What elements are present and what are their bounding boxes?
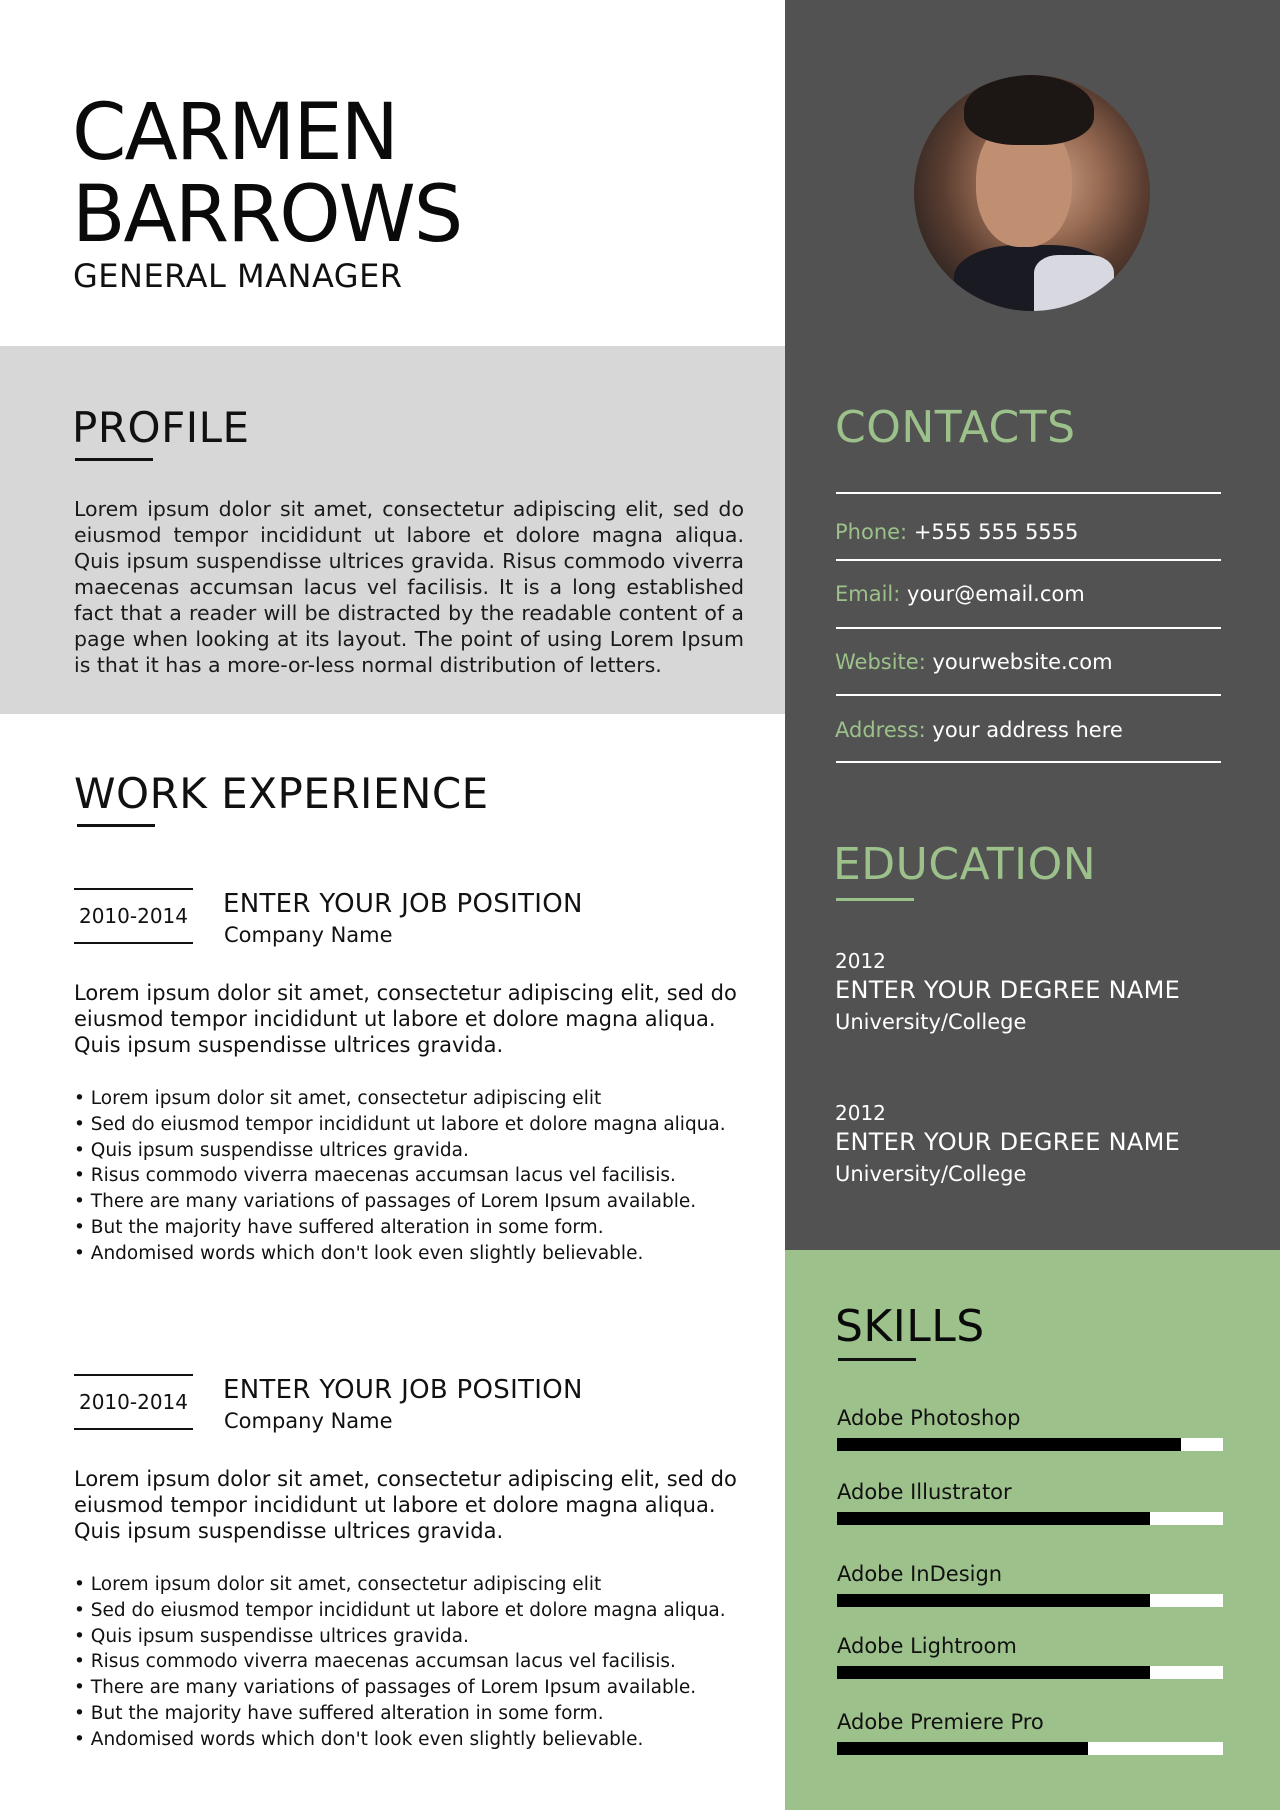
- skill-item: [837, 1560, 1223, 1588]
- job-description: Lorem ipsum dolor sit amet, consectetur adipiscing elit, sed do eiusmod tempor incididunt ut labore et dolore magna aliqua. Quis ipsum suspendisse ultrices gravida.: [74, 1467, 737, 1543]
- job-bullet: • Sed do eiusmod tempor incididunt ut labore et dolore magna aliqua.: [74, 1112, 774, 1138]
- contact-label: Phone:: [835, 520, 908, 544]
- contact-address: [835, 716, 1123, 744]
- work-heading-underline: [77, 824, 155, 827]
- contact-email: [835, 580, 1085, 608]
- contact-divider: [836, 492, 1221, 494]
- contact-divider: [836, 559, 1221, 561]
- company-name: Company Name: [224, 1409, 393, 1433]
- skill-name: Adobe Photoshop: [837, 1406, 1021, 1430]
- skill-bar-fill: [837, 1594, 1150, 1607]
- job-bullet: • Andomised words which don't look even slightly believable.: [74, 1241, 774, 1267]
- skill-name: Adobe Premiere Pro: [837, 1710, 1044, 1734]
- contact-divider: [836, 761, 1221, 763]
- profile-text: Lorem ipsum dolor sit amet, consectetur adipiscing elit, sed do eiusmod tempor incididunt ut labore et dolore magna aliqua. Quis ipsum suspendisse ultrices gravida. Risus commodo viverra maecenas accumsan lacus vel facilisis. It is a long established fact that a reader will be distracted by the readable content of a page when looking at its layout. The point of using Lorem Ipsum is that it has a more-or-less normal distribution of letters.: [74, 497, 744, 677]
- profile-heading: PROFILE: [72, 403, 250, 452]
- job-bullet: • Andomised words which don't look even slightly believable.: [74, 1727, 774, 1753]
- work-experience-heading: WORK EXPERIENCE: [74, 769, 489, 818]
- skills-heading: SKILLS: [835, 1301, 985, 1352]
- job-dates: 2010-2014: [74, 888, 193, 944]
- contact-label: Address:: [835, 718, 926, 742]
- job-bullet: • But the majority have suffered alteration in some form.: [74, 1215, 774, 1241]
- contact-website: [835, 648, 1113, 676]
- resume-header: [0, 0, 785, 346]
- job-title: GENERAL MANAGER: [73, 257, 403, 295]
- skill-bar-fill: [837, 1666, 1150, 1679]
- contact-phone: [835, 518, 1078, 546]
- last-name: BARROWS: [72, 170, 462, 260]
- job-bullet: • Quis ipsum suspendisse ultrices gravida.: [74, 1624, 774, 1650]
- education-entry: [835, 1100, 1180, 1190]
- skill-bar-fill: [837, 1438, 1181, 1451]
- job-position: ENTER YOUR JOB POSITION: [223, 1375, 583, 1405]
- job-bullet: • Sed do eiusmod tempor incididunt ut labore et dolore magna aliqua.: [74, 1598, 774, 1624]
- contact-value: your address here: [932, 718, 1123, 742]
- profile-heading-underline: [75, 458, 153, 461]
- degree-name: ENTER YOUR DEGREE NAME: [835, 1128, 1181, 1156]
- contact-label: Website:: [835, 650, 926, 674]
- skills-heading-underline: [838, 1358, 916, 1361]
- job-bullets: [74, 1572, 774, 1753]
- degree-name: ENTER YOUR DEGREE NAME: [835, 976, 1181, 1004]
- education-heading: EDUCATION: [833, 839, 1097, 890]
- skill-name: Adobe Illustrator: [837, 1480, 1012, 1504]
- photo-shirt: [1034, 255, 1114, 311]
- education-entry: [835, 948, 1180, 1038]
- job-bullets: [74, 1086, 774, 1267]
- education-year: 2012: [835, 1101, 886, 1125]
- skill-name: Adobe InDesign: [837, 1562, 1003, 1586]
- job-dates: 2010-2014: [74, 1374, 193, 1430]
- school-name: University/College: [835, 1010, 1027, 1034]
- education-heading-underline: [836, 898, 914, 901]
- first-name: CARMEN: [72, 88, 397, 178]
- contact-divider: [836, 627, 1221, 629]
- skill-item: [837, 1708, 1223, 1736]
- job-position: ENTER YOUR JOB POSITION: [223, 889, 583, 919]
- skill-bar-track: [837, 1594, 1223, 1607]
- contacts-heading: CONTACTS: [835, 402, 1076, 453]
- skill-item: [837, 1404, 1223, 1432]
- skill-name: Adobe Lightroom: [837, 1634, 1017, 1658]
- job-description: Lorem ipsum dolor sit amet, consectetur adipiscing elit, sed do eiusmod tempor incididunt ut labore et dolore magna aliqua. Quis ipsum suspendisse ultrices gravida.: [74, 981, 737, 1057]
- contact-value: your@email.com: [907, 582, 1085, 606]
- job-bullet: • But the majority have suffered alteration in some form.: [74, 1701, 774, 1727]
- company-name: Company Name: [224, 923, 393, 947]
- contact-divider: [836, 694, 1221, 696]
- job-bullet: • There are many variations of passages of Lorem Ipsum available.: [74, 1675, 774, 1701]
- skill-bar-fill: [837, 1512, 1150, 1525]
- profile-photo: [914, 75, 1150, 311]
- skill-bar-track: [837, 1742, 1223, 1755]
- skill-item: [837, 1632, 1223, 1660]
- contact-value: +555 555 5555: [913, 520, 1079, 544]
- contact-value: yourwebsite.com: [932, 650, 1113, 674]
- job-bullet: • Quis ipsum suspendisse ultrices gravida.: [74, 1138, 774, 1164]
- job-bullet: • Lorem ipsum dolor sit amet, consectetur adipiscing elit: [74, 1086, 774, 1112]
- skill-bar-track: [837, 1666, 1223, 1679]
- skill-item: [837, 1478, 1223, 1506]
- skill-bar-track: [837, 1512, 1223, 1525]
- job-bullet: • There are many variations of passages of Lorem Ipsum available.: [74, 1189, 774, 1215]
- education-year: 2012: [835, 949, 886, 973]
- skill-bar-track: [837, 1438, 1223, 1451]
- job-bullet: • Risus commodo viverra maecenas accumsan lacus vel facilisis.: [74, 1649, 774, 1675]
- skill-bar-fill: [837, 1742, 1088, 1755]
- school-name: University/College: [835, 1162, 1027, 1186]
- job-bullet: • Lorem ipsum dolor sit amet, consectetur adipiscing elit: [74, 1572, 774, 1598]
- contact-label: Email:: [835, 582, 901, 606]
- job-bullet: • Risus commodo viverra maecenas accumsan lacus vel facilisis.: [74, 1163, 774, 1189]
- photo-hair: [964, 75, 1094, 145]
